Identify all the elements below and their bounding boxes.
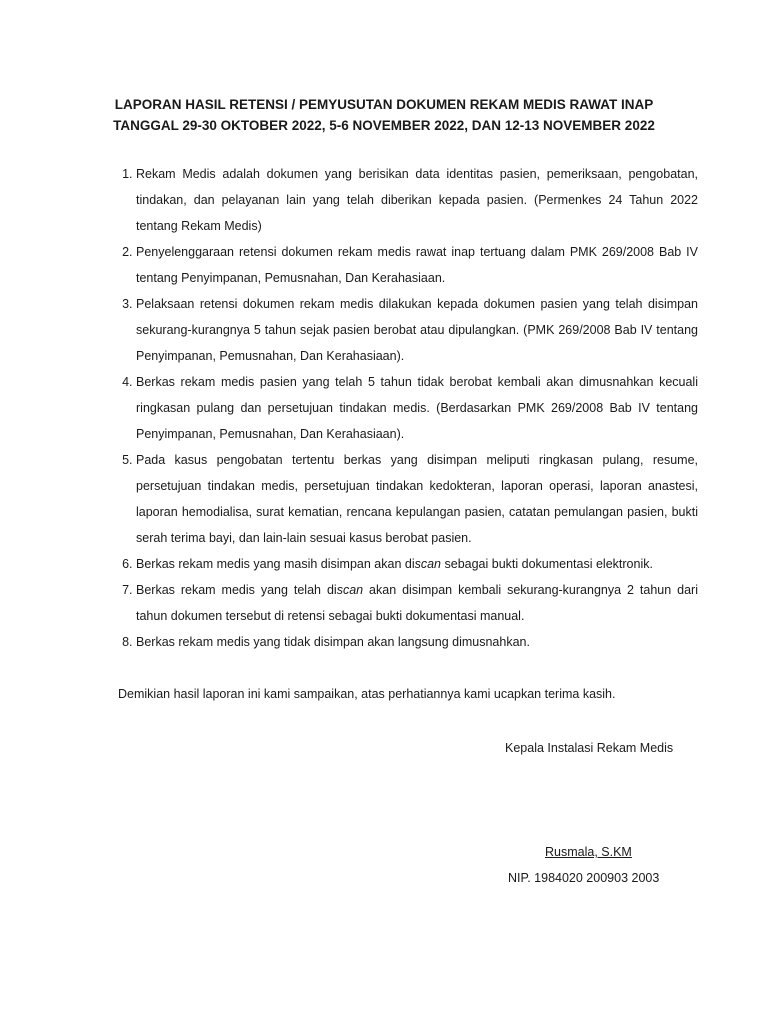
list-item: 5. Pada kasus pengobatan tertentu berkas yang disimpan meliputi ringkasan pulang, resume, persetujuan tindakan medis, persetujuan tindakan kedokteran, laporan operasi, laporan anastesi, laporan hemodialisa, surat kematian, rencana kepulangan pasien, catatan pemulangan pasien, bukti serah terima bayi, dan lain-lain sesuai kasus berobat pasien.: [136, 447, 698, 551]
list-item: 7. Berkas rekam medis yang telah discan akan disimpan kembali sekurang-kurangnya 2 tahun dari tahun dokumen tersebut di retensi sebagai bukti dokumentasi manual.: [136, 577, 698, 629]
signature-name: Rusmala, S.KM: [545, 845, 632, 859]
document-title: [60, 94, 708, 136]
title-line-1: LAPORAN HASIL RETENSI / PEMYUSUTAN DOKUMEN REKAM MEDIS RAWAT INAP: [114, 97, 654, 112]
title-line-2: TANGGAL 29-30 OKTOBER 2022, 5-6 NOVEMBER 2022, DAN 12-13 NOVEMBER 2022: [113, 118, 655, 133]
closing-paragraph: Demikian hasil laporan ini kami sampaikan, atas perhatiannya kami ucapkan terima kasih.: [118, 687, 616, 701]
italic-term: scan: [336, 583, 364, 597]
list-item: 2. Penyelenggaraan retensi dokumen rekam medis rawat inap tertuang dalam PMK 269/2008 Bab IV tentang Penyimpanan, Pemusnahan, Dan Kerahasiaan.: [136, 239, 698, 291]
list-item: 8. Berkas rekam medis yang tidak disimpan akan langsung dimusnahkan.: [136, 629, 698, 655]
list-item: 3. Pelaksaan retensi dokumen rekam medis dilakukan kepada dokumen pasien yang telah disimpan sekurang-kurangnya 5 tahun sejak pasien berobat atau dipulangkan. (PMK 269/2008 Bab IV tentang Penyimpanan, Pemusnahan, Dan Kerahasiaan).: [136, 291, 698, 369]
signature-position: Kepala Instalasi Rekam Medis: [505, 741, 674, 755]
list-item: 4. Berkas rekam medis pasien yang telah 5 tahun tidak berobat kembali akan dimusnahkan kecuali ringkasan pulang dan persetujuan tindakan medis. (Berdasarkan PMK 269/2008 Bab IV tentang Penyimpanan, Pemusnahan, Dan Kerahasiaan).: [136, 369, 698, 447]
numbered-list: [116, 161, 698, 655]
signature-nip: NIP. 1984020 200903 2003: [508, 871, 660, 885]
italic-term: scan: [414, 557, 442, 571]
list-item: 6. Berkas rekam medis yang masih disimpan akan discan sebagai bukti dokumentasi elektronik.: [136, 551, 698, 577]
list-item: 1. Rekam Medis adalah dokumen yang berisikan data identitas pasien, pemeriksaan, pengobatan, tindakan, dan pelayanan lain yang telah diberikan kepada pasien. (Permenkes 24 Tahun 2022 tentang Rekam Medis): [136, 161, 698, 239]
